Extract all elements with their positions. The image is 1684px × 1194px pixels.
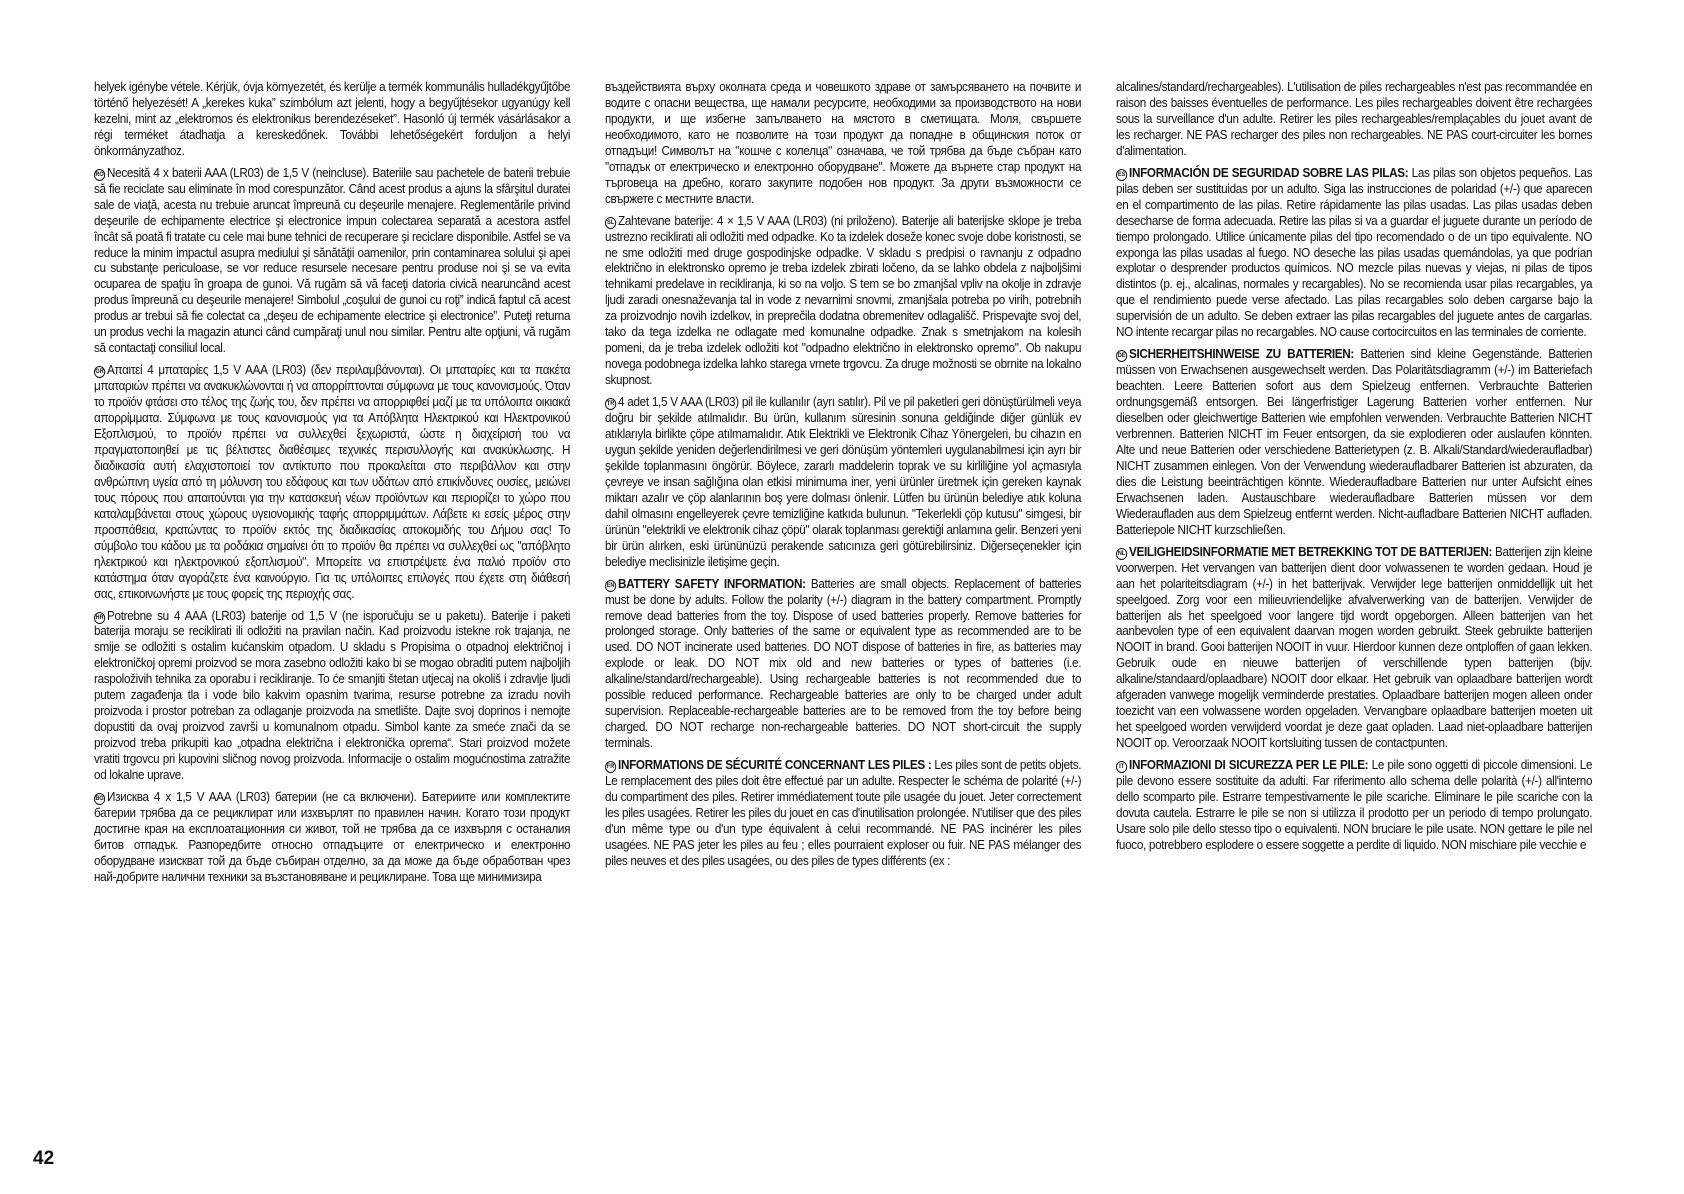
language-flag-icon: SL <box>605 217 616 229</box>
language-flag-icon: FR <box>605 761 616 773</box>
paragraph <box>94 790 570 886</box>
section-heading: BATTERY SAFETY INFORMATION: <box>618 576 806 591</box>
section-heading: INFORMATIONS DE SÉCURITÉ CONCERNANT LES PILES : <box>618 758 932 773</box>
paragraph-text: Изисква 4 x 1,5 V AAA (LR03) батерии (не са включени). Батериите или комплектите батерии трябва да се рециклират или изхвърлят по правилен начин. Когато този продукт достигне края на експлоатационния си живот, той не трябва да се изхвърля с останалия битов отпадък. Разпоредбите относно отпадъците от електрическо и електронно оборудване изискват той да бъде събиран отделно, за да може да бъде обработван чрез най-добрите налични техники за възстановяване и рециклиране. Това ще минимизира <box>94 789 571 884</box>
text-column-1 <box>94 80 570 892</box>
paragraph <box>94 166 570 357</box>
language-flag-icon: ES <box>1116 169 1127 181</box>
text-column-3 <box>1116 80 1592 860</box>
paragraph <box>605 80 1081 208</box>
section-heading: VEILIGHEIDSINFORMATIE MET BETREKKING TOT DE BATTERIJEN: <box>1129 544 1493 559</box>
paragraph <box>605 214 1081 389</box>
paragraph <box>1116 347 1592 538</box>
language-flag-icon: GR <box>94 366 105 378</box>
paragraph-text: helyek igénybe vétele. Kérjük, óvja környezetét, és kerülje a termék kommunális hulladékgyűjtőbe történő helyezését! A „kerekes kuka” szimbólum azt jelenti, hogy a begyűjtésekor ugyanúgy kell kezelni, mint az „elektromos és elektronikus berendezéseket”. Hasonló új termék vásárlásakor a régi terméket átadhatja a kereskedőnek. További lehetőségekért forduljon a helyi önkormányzathoz. <box>94 80 571 158</box>
paragraph <box>1116 166 1592 341</box>
language-flag-icon: NL <box>1116 548 1127 560</box>
paragraph-text: Batteries are small objects. Replacement of batteries must be done by adults. Follow the polarity (+/-) diagram in the battery compartment. Promptly remove dead batteries from the toy. Dispose of used batteries properly. Remove batteries for prolonged storage. Only batteries of the same or equivalent type as recommended are to be used. DO NOT incinerate used batteries. DO NOT dispose of batteries in fire, as batteries may explode or leak. DO NOT mix old and new batteries or types of batteries (i.e. alkaline/standard/rechargeable). Using rechargeable batteries is not recommended due to possible reduced performance. Rechargeable batteries are only to be charged under adult supervision. Replaceable-rechargeable batteries are to be removed from the toy before being charged. DO NOT recharge non-rechargeable batteries. DO NOT short-circuit the supply terminals. <box>605 576 1082 751</box>
language-flag-icon: BG <box>94 793 105 805</box>
paragraph-text: Potrebne su 4 AAA (LR03) baterije od 1,5 V (ne isporučuju se u paketu). Baterije i paketi baterija moraju se reciklirati ili odložiti na pravilan način. Kad proizvodu istekne rok trajanja, ne smije se odložiti s ostalim kućanskim otpadom. U skladu s Propisima o otpadnoj električnoj i elektroničkoj opremi proizvod se mora zasebno odložiti kako bi se mogao obraditi putem najboljih raspoloživih tehnika za oporabu i recikliranje. To će smanjiti štetan utjecaj na okoliš i zdravlje ljudi putem zagađenja tla i vode bilo kakvim opasnim tvarima, resurse potrebne za izradu novih proizvoda i prostor potreban za odlaganje proizvoda na smetlište. Dajte svoj doprinos i nemojte dopustiti da ovaj proizvod završi u komunalnom otpadu. Simbol kante za smeće znači da se proizvod treba prikupiti kao „otpadna električna i elektronička oprema“. Stari proizvod možete vratiti trgovcu pri kupovini sličnog novog proizvoda. Informacije o ostalim mogućnostima zatražite od lokalne uprave. <box>94 608 571 783</box>
section-heading: INFORMACIÓN DE SEGURIDAD SOBRE LAS PILAS: <box>1129 165 1409 180</box>
language-flag-icon: IT <box>1116 761 1127 773</box>
language-flag-icon: TR <box>605 398 616 410</box>
language-flag-icon: DE <box>1116 350 1127 362</box>
language-flag-icon: RO <box>94 169 105 181</box>
paragraph-text: Batterijen zijn kleine voorwerpen. Het vervangen van batterijen dient door volwassenen te worden gedaan. Houd je aan het polariteitsdiagram (+/-) in het batterijvak. Verwijder lege batterijen onmiddellijk uit het speelgoed. Zorg voor een milieuvriendelijke afvalverwerking van de batterijen. Verwijder de batterijen als het speelgoed voor langere tijd wordt opgeborgen. Alleen batterijen van het aanbevolen type of een equivalent daarvan mogen worden gebruikt. Steek gebruikte batterijen NOOIT in brand. Gooi batterijen NOOIT in vuur. Hierdoor kunnen deze ontploffen of gaan lekken. Gebruik oude en nieuwe batterijen of verschillende typen batterijen (bijv. alkaline/standaard/oplaadbare) NOOIT door elkaar. Het gebruik van oplaadbare batterijen wordt afgeraden vanwege mogelijk verminderde prestaties. Oplaadbare batterijen mogen alleen onder toezicht van een volwassene worden opgeladen. Vervangbare oplaadbare batterijen moeten uit het speelgoed worden verwijderd voordat je deze gaat opladen. Laad niet-oplaadbare batterijen NOOIT op. Veroorzaak NOOIT kortsluiting tussen de contactpunten. <box>1116 544 1593 751</box>
text-column-2 <box>605 80 1081 876</box>
paragraph-text: 4 adet 1,5 V AAA (LR03) pil ile kullanılır (ayrı satılır). Pil ve pil paketleri geri dönüştürülmeli veya doğru bir şekilde atılmalıdır. Bu ürün, kullanım süresinin sonuna geldiğinde diğer günlük ev atıklarıyla birlikte çöpe atılmamalıdır. Atık Elektrikli ve Elektronik Cihaz Yönergeleri, bu cihazın en uygun şekilde yeniden değerlendirilmesi ve geri dönüşüm yöntemleri uygulanabilmesi için ayrı bir şekilde toplanmasını öngörür. Böylece, zararlı maddelerin toprak ve su kirliliğine yol açmasıyla çevreye ve insan sağlığına olan etkisi minimuma iner, yeni ürünler üretmek için gereken kaynak miktarı azalır ve çöp alanlarının boş yere dolması önlenir. Lütfen bu ürünün belediye atık koluna dahil olmasını engelleyerek çevre temizliğine katkıda bulunun. "Tekerlekli çöp kutusu" simgesi, bir ürünün "elektrikli ve elektronik cihaz çöpü" olarak toplanması gerektiği anlamına gelir. Benzeri yeni bir ürün alırken, eski ürününüzü perakende satıcınıza geri götürebilirsiniz. Diğerseçenekler için belediye meclisinizle iletişime geçin. <box>605 395 1082 569</box>
paragraph-text: Le pile sono oggetti di piccole dimensioni. Le pile devono essere sostituite da adulti. Far riferimento allo schema delle polarità (+/-) all'interno dello scomparto pile. Estrarre tempestivamente le pile scariche. Eliminare le pile scariche con la dovuta cautela. Estrarre le pile se non si utilizza il prodotto per un periodo di tempo prolungato. Usare solo pile dello stesso tipo o equivalenti. NON bruciare le pile usate. NON gettare le pile nel fuoco, potrebbero esplodere o essere soggette a perdite di liquido. NON mischiare pile vecchie e <box>1116 758 1593 852</box>
paragraph <box>1116 80 1592 160</box>
paragraph-text: alcalines/standard/rechargeables). L'utilisation de piles rechargeables n'est pas recommandée en raison des baisses éventuelles de performance. Les piles rechargeables doivent être rechargées sous la surveillance d'un adulte. Retirer les piles rechargeables/remplaçables du jouet avant de les recharger. NE PAS recharger des piles non rechargeables. NE PAS court-circuiter les bornes d'alimentation. <box>1116 80 1593 158</box>
paragraph <box>1116 758 1592 854</box>
section-heading: INFORMAZIONI DI SICUREZZA PER LE PILE: <box>1129 758 1369 773</box>
paragraph-text: Les piles sont de petits objets. Le remplacement des piles doit être effectué par un adulte. Respecter le schéma de polarité (+/-) du compartiment des piles. Retirer immédiatement toute pile usagée du jouet. Jeter correctement les piles usagées. Retirer les piles du jouet en cas d'inutilisation prolongée. N'utiliser que des piles d'un même type ou d'un type équivalent à celui recommandé. NE PAS incinérer les piles usagées. NE PAS jeter les piles au feu ; elles pourraient exploser ou fuir. NE PAS mélanger des piles neuves et des piles usagées, ou des piles de types différents (ex : <box>605 758 1082 868</box>
paragraph-text: въздействията върху околната среда и човешкото здраве от замърсяването на почвите и водите с опасни вещества, ще намали ресурсите, необходими за производството на нови продукти, и ще избегне запълването на мястото в сметищата. Моля, свършете необходимото, като не позволите на този продукт да попадне в общинския поток от отпадъци! Символът на "кошче с колелца" означава, че той трябва да бъде събран като "отпадък от електрическо и електронно оборудване". Можете да върнете стар продукт на търговеца на дребно, когато закупите подобен нов продукт. За други възможности се свържете с местните власти. <box>605 80 1082 206</box>
paragraph <box>1116 545 1592 752</box>
paragraph-text: Zahtevane baterije: 4 × 1,5 V AAA (LR03) (ni priloženo). Baterije ali baterijske sklope je treba ustrezno reciklirati ali odložiti med odpadke. Ko ta izdelek doseže konec svoje dobe koristnosti, se ne sme odložiti med druge gospodinjske odpadke. V skladu s predpisi o ravnanju z odpadno električno in elektronsko opremo je treba izdelek zbirati ločeno, da se lahko obdela z najboljšimi tehnikami predelave in recikliranja, ki so na voljo. S tem se bo zmanjšal vpliv na okolje in zdravje ljudi zaradi onesnaževanja tal in vode z nevarnimi snovmi, zmanjšala potreba po virih, potrebnih za proizvodnjo novih izdelkov, in preprečila dodatna obremenitev odlagališč. Prispevajte svoj del, tako da tega izdelka ne odlagate med komunalne odpadke. Znak s smetnjakom na kolesih pomeni, da je treba izdelek odložiti kot "odpadno električno in elektronsko opremo". Ob nakupu novega podobnega izdelka lahko starega vrnete trgovcu. Za druge možnosti se obrnite na lokalno skupnost. <box>605 213 1082 388</box>
paragraph-text: Batterien sind kleine Gegenstände. Batterien müssen von Erwachsenen ausgewechselt werden. Das Polaritätsdiagramm (+/-) im Batteriefach beachten. Leere Batterien sofort aus dem Spielzeug entfernen. Verbrauchte Batterien ordnungsgemäß entsorgen. Bei längerfristiger Lagerung Batterien vorher entfernen. Nur dieselben oder gleichwertige Batterien wie empfohlen verwenden. Verbrauchte Batterien NICHT verbrennen. Batterien NICHT im Feuer entsorgen, da sie explodieren oder auslaufen könnten. Alte und neue Batterien oder verschiedene Batterietypen (z. B. Alkali/Standard/wiederaufladbar) NICHT zusammen einlegen. Von der Verwendung wiederaufladbarer Batterien ist abzuraten, da dies die Leistung beeinträchtigen könnte. Wiederaufladbare Batterien nur unter Aufsicht eines Erwachsenen laden. Austauschbare wiederaufladbare Batterien müssen vor dem Wiederaufladen aus dem Spielzeug entfernt werden. Nicht-aufladbare Batterien NICHT aufladen. Batteriepole NICHT kurzschließen. <box>1116 347 1593 537</box>
paragraph <box>605 758 1081 870</box>
language-flag-icon: EN <box>605 580 616 592</box>
page-number: 42 <box>33 1148 55 1169</box>
paragraph <box>94 609 570 784</box>
paragraph <box>605 577 1081 752</box>
section-heading: SICHERHEITSHINWEISE ZU BATTERIEN: <box>1129 347 1354 362</box>
language-flag-icon: HR <box>94 612 105 624</box>
paragraph <box>94 363 570 602</box>
paragraph <box>94 80 570 160</box>
paragraph-text: Las pilas son objetos pequeños. Las pilas deben ser sustituidas por un adulto. Siga las instrucciones de polaridad (+/-) que aparecen en el compartimento de las pilas. Retire rápidamente las pilas usadas. Las pilas usadas deben desecharse de forma adecuada. Retire las pilas si va a guardar el juguete durante un período de tiempo prolongado. Utilice únicamente pilas del tipo recomendado o de un tipo equivalente. NO exponga las pilas usadas al fuego. NO deseche las pilas usadas quemándolas, ya que podrían explotar o desprender productos químicos. NO mezcle pilas nuevas y viejas, ni pilas de tipos distintos (p. ej., alcalinas, normales y recargables). No se recomienda usar pilas recargables, ya que el rendimiento puede verse afectado. Las pilas recargables solo deben cargarse bajo la supervisión de un adulto. Se deben extraer las pilas recargables del juguete antes de cargarlas. NO intente recargar pilas no recargables. NO cause cortocircuitos en las terminales de corriente. <box>1116 165 1593 340</box>
paragraph <box>605 395 1081 570</box>
paragraph-text: Απαιτεί 4 μπαταρίες 1,5 V AAA (LR03) (δεν περιλαμβάνονται). Οι μπαταρίες και τα πακέτα μπαταριών πρέπει να ανακυκλώνονται ή να απορρίπτονται σύμφωνα με τους κανονισμούς. Όταν το προϊόν φτάσει στο τέλος της ζωής του, δεν πρέπει να απορριφθεί μαζί με τα υπόλοιπα οικιακά απορρίμματα. Σύμφωνα με τους κανονισμούς για τα Απόβλητα Ηλεκτρικού και Ηλεκτρονικού Εξοπλισμού, το προϊόν πρέπει να συλλεχθεί ξεχωριστά, ώστε η διαχείρισή του να πραγματοποιηθεί με τις βέλτιστες διαθέσιμες τεχνικές περισυλλογής και ανακύκλωσης. Η διαδικασία αυτή ελαχιστοποιεί τον αντίκτυπο που προκαλείται στο περιβάλλον και στην ανθρώπινη υγεία από τη μόλυνση του εδάφους και των υδάτων από επικίνδυνες ουσίες, μειώνει τους πόρους που απαιτούνται για την κατασκευή νέων προϊόντων και περιορίζει το χώρο που καταλαμβάνεται στους χώρους υγειονομικής ταφής απορριμμάτων. Λάβετε κι εσείς μέρος στην προσπάθεια, κρατώντας το προϊόν εκτός της διαδικασίας αποκομιδής του Δήμου σας! Το σύμβολο του κάδου με τα ροδάκια σημαίνει ότι το προϊόν θα πρέπει να συλλεχθεί ως "απόβλητο ηλεκτρικού και ηλεκτρονικού εξοπλισμού". Μπορείτε να επιστρέψετε ένα παλιό προϊόν στο κατάστημα όταν αγοράζετε ένα καινούργιο. Για τις υπόλοιπες επιλογές που έχετε στη διάθεσή σας, επικοινωνήστε με τους φορείς της περιοχής σας. <box>94 363 571 601</box>
paragraph-text: Necesită 4 x baterii AAA (LR03) de 1,5 V (neincluse). Bateriile sau pachetele de baterii trebuie să fie reciclate sau eliminate în mod corespunzător. Când acest produs a ajuns la sfârşitul duratei sale de viaţă, acesta nu trebuie aruncat împreună cu deşeurile menajere. Reglementările privind deşeurile de echipamente electrice şi electronice impun colectarea separată a acestora astfel încât să poată fi tratate cu cele mai bune tehnici de recuperare şi reciclare disponibile. Astfel se va reduce la minim impactul asupra mediului şi sănătăţii oamenilor, prin contaminarea solului şi apei cu substanţe periculoase, se vor reduce resursele necesare pentru produse noi şi se va evita ocuparea de spaţiu în groapa de gunoi. Vă rugăm să vă faceţi datoria civică nearuncând acest produs împreună cu deşeurile menajere! Simbolul „coşului de gunoi cu roţi” indică faptul că acest produs ar trebui să fie colectat ca „deşeu de echipamente electrice şi electronice”. Puteţi returna un produs vechi la magazin atunci când cumpăraţi unul nou similar. Pentru alte opţiuni, vă rugăm să contactaţi consiliul local. <box>94 165 571 356</box>
